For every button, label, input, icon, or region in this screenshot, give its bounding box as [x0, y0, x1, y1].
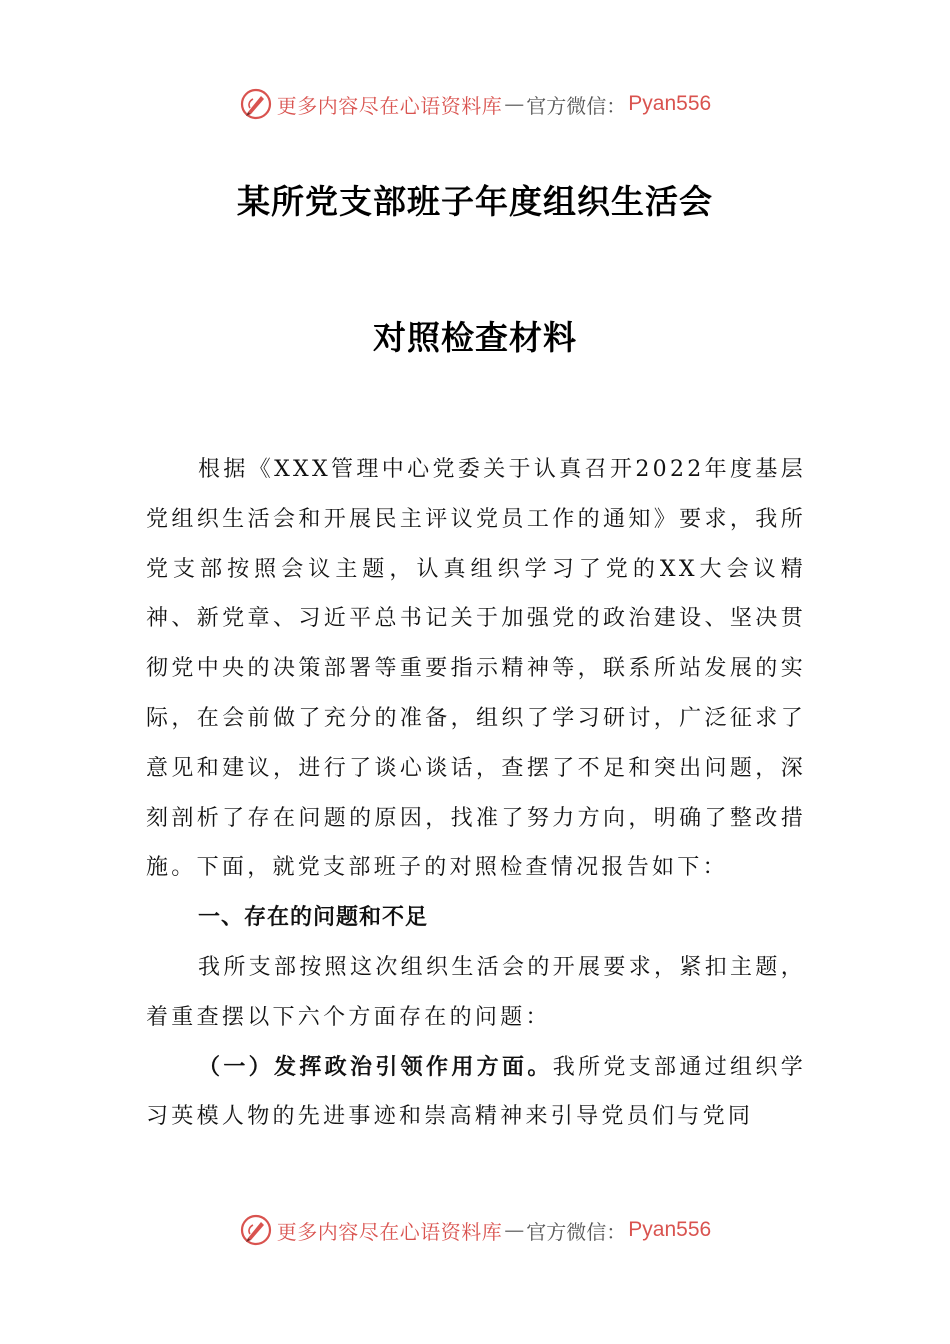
section1-intro-paragraph: 我所支部按照这次组织生活会的开展要求，紧扣主题，着重查摆以下六个方面存在的问题： — [146, 954, 806, 1030]
item1-lead: （一）发挥政治引领作用方面。 — [198, 1054, 553, 1080]
watermark-wechat-label: 官方微信： — [526, 93, 627, 118]
pen-logo-icon — [239, 87, 273, 121]
item1-paragraph — [146, 1043, 806, 1143]
watermark-site: 更多内容尽在心语资料库 — [276, 1219, 503, 1244]
document-title-line1: 某所党支部班子年度组织生活会 — [237, 182, 713, 221]
watermark-banner-bottom — [0, 1210, 950, 1250]
intro-paragraph: 根据《XXX管理中心党委关于认真召开2022年度基层党组织生活会和开展民主评议党员工作的通知》要求，我所党支部按照会议主题，认真组织学习了党的XX大会议精神、新党章、习近平总书记关于加强党的政治建设、坚决贯彻党中央的决策部署等重要指示精神等，联系所站发展的实际，在会前做了充分的准备，组织了学习研讨，广泛征求了意见和建议，进行了谈心谈话，查摆了不足和突出问题，深刻剖析了存在问题的原因，找准了努力方向，明确了整改措施。下面，就党支部班子的对照检查情况报告如下： — [146, 457, 806, 881]
watermark-banner-top — [0, 84, 950, 124]
section1-heading: 一、存在的问题和不足 — [198, 905, 429, 931]
document-title-line2: 对照检查材料 — [373, 318, 577, 357]
watermark-dash: — — [504, 1218, 525, 1242]
watermark-site: 更多内容尽在心语资料库 — [276, 93, 503, 118]
pen-logo-icon — [239, 1213, 273, 1247]
watermark-wechat-id: Pyan556 — [628, 92, 712, 115]
watermark-dash: — — [504, 92, 525, 116]
item1-text: 我所党支部通过组织学习英模人物的先进事迹和崇高精神来引导党员们与党同 — [146, 1054, 806, 1130]
watermark-wechat-id: Pyan556 — [628, 1218, 712, 1241]
watermark-wechat-label: 官方微信： — [526, 1219, 627, 1244]
document-body — [146, 445, 806, 1142]
